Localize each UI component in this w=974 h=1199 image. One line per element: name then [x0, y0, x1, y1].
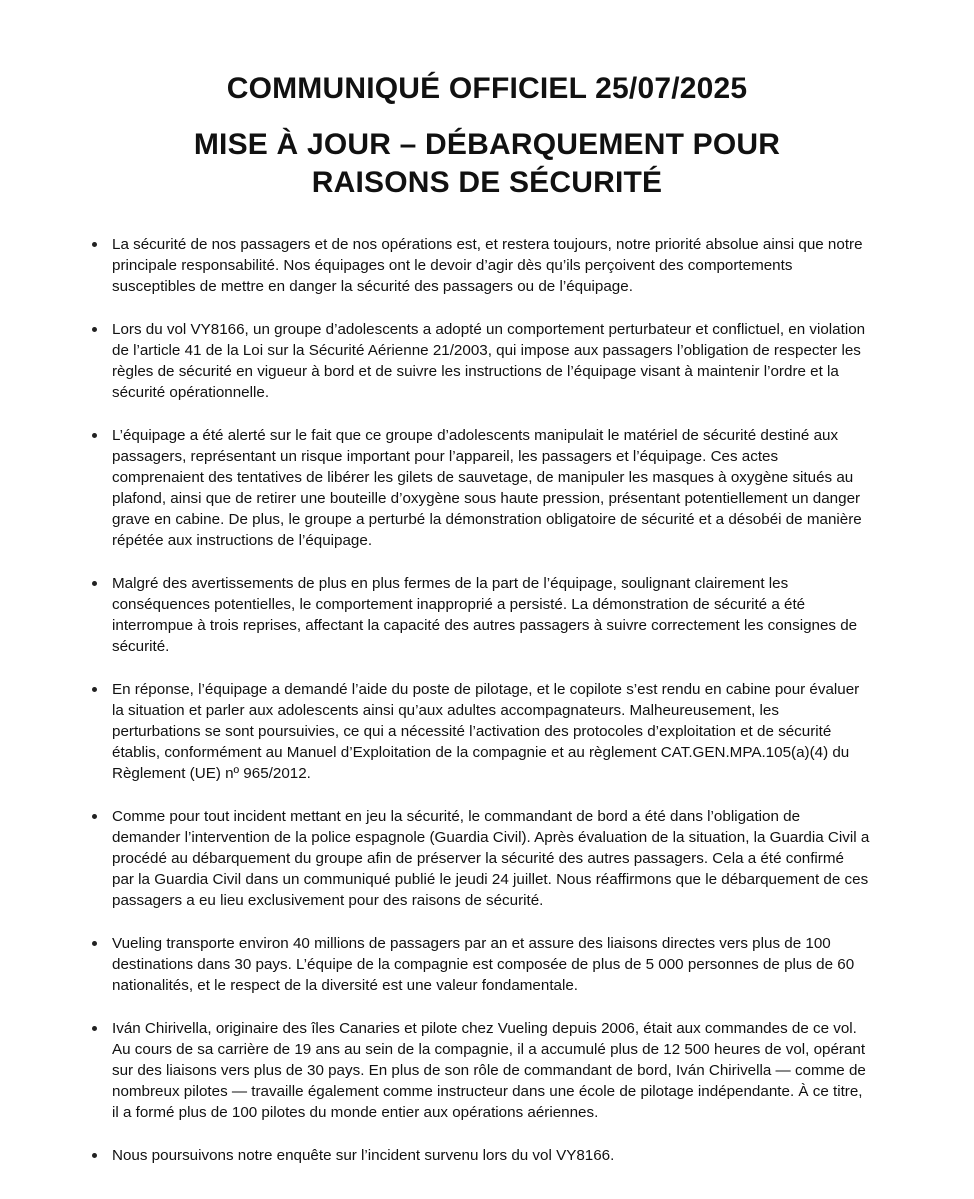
bullet-list	[90, 234, 870, 1188]
bullet-icon	[92, 1026, 97, 1031]
bullet-text: En réponse, l’équipage a demandé l’aide du poste de pilotage, et le copilote s’est rendu en cabine pour évaluer la situation et parler aux adolescents ainsi qu’aux adultes accompagnateurs. Malheureusement, les perturbations se sont poursuivies, ce qui a nécessité l’activation des protocoles d’exploitation et de sécurité établis, conformément au Manuel d’Exploitation de la compagnie et au règlement CAT.GEN.MPA.105(a)(4) du Règlement (UE) nº 965/2012.	[112, 681, 860, 782]
page-subtitle-line-2: RAISONS DE SÉCURITÉ	[311, 166, 663, 199]
bullet-item	[90, 425, 870, 551]
page-title: COMMUNIQUÉ OFFICIEL 25/07/2025	[226, 72, 748, 105]
bullet-item	[90, 234, 870, 297]
bullet-icon	[92, 1153, 97, 1158]
bullet-icon	[92, 327, 97, 332]
bullet-icon	[92, 941, 97, 946]
bullet-text: Malgré des avertissements de plus en plus fermes de la part de l’équipage, soulignant clairement les conséquences potentielles, le comportement inapproprié a persisté. La démonstration de sécurité a été interrompue à trois reprises, affectant la capacité des autres passagers à suivre correctement les consignes de sécurité.	[112, 575, 858, 655]
header	[0, 70, 974, 202]
bullet-icon	[92, 242, 97, 247]
bullet-text: Comme pour tout incident mettant en jeu la sécurité, le commandant de bord a été dans l’obligation de demander l’intervention de la police espagnole (Guardia Civil). Après évaluation de la situation, la Guardia Civil a procédé au débarquement du groupe afin de préserver la sécurité des autres passagers. Cela a été confirmé par la Guardia Civil dans un communiqué publié le jeudi 24 juillet. Nous réaffirmons que le débarquement de ces passagers a eu lieu exclusivement pour des raisons de sécurité.	[112, 808, 870, 909]
bullet-item	[90, 1145, 870, 1166]
bullet-text: La sécurité de nos passagers et de nos opérations est, et restera toujours, notre priorité absolue ainsi que notre principale responsabilité. Nos équipages ont le devoir d’agir dès qu’ils perçoivent des comportements susceptibles de mettre en danger la sécurité des passagers ou de l’équipage.	[112, 236, 863, 295]
page-subtitle-line-1: MISE À JOUR – DÉBARQUEMENT POUR	[193, 128, 781, 161]
bullet-item	[90, 806, 870, 911]
bullet-icon	[92, 433, 97, 438]
bullet-item	[90, 573, 870, 657]
bullet-text: Nous poursuivons notre enquête sur l’incident survenu lors du vol VY8166.	[112, 1147, 615, 1164]
bullet-text: Iván Chirivella, originaire des îles Canaries et pilote chez Vueling depuis 2006, était aux commandes de ce vol. Au cours de sa carrière de 19 ans au sein de la compagnie, il a accumulé plus de 12 500 heures de vol, opérant sur des liaisons vers plus de 30 pays. En plus de son rôle de commandant de bord, Iván Chirivella — comme de nombreux pilotes — travaille également comme instructeur dans une école de pilotage indépendante. À ce titre, il a formé plus de 100 pilotes du monde entier aux opérations aériennes.	[112, 1020, 866, 1121]
bullet-icon	[92, 687, 97, 692]
bullet-item	[90, 319, 870, 403]
bullet-item	[90, 933, 870, 996]
bullet-text: Vueling transporte environ 40 millions de passagers par an et assure des liaisons directes vers plus de 100 destinations dans 30 pays. L’équipe de la compagnie est composée de plus de 5 000 personnes de plus de 60 nationalités, et le respect de la diversité est une valeur fondamentale.	[112, 935, 855, 994]
bullet-text: L’équipage a été alerté sur le fait que ce groupe d’adolescents manipulait le matériel de sécurité destiné aux passagers, représentant un risque important pour l’appareil, les passagers et l’équipage. Ces actes comprenaient des tentatives de libérer les gilets de sauvetage, de manipuler les masques à oxygène situés au plafond, ainsi que de retirer une bouteille d’oxygène sous haute pression, présentant potentiellement un danger grave en cabine. De plus, le groupe a perturbé la démonstration obligatoire de sécurité et a désobéi de manière répétée aux instructions de l’équipage.	[112, 427, 862, 549]
bullet-icon	[92, 581, 97, 586]
bullet-item	[90, 1018, 870, 1123]
bullet-item	[90, 679, 870, 784]
bullet-icon	[92, 814, 97, 819]
bullet-text: Lors du vol VY8166, un groupe d’adolescents a adopté un comportement perturbateur et conflictuel, en violation de l’article 41 de la Loi sur la Sécurité Aérienne 21/2003, qui impose aux passagers l’obligation de respecter les règles de sécurité en vigueur à bord et de suivre les instructions de l’équipage visant à maintenir l’ordre et la sécurité opérationnelle.	[112, 321, 866, 401]
